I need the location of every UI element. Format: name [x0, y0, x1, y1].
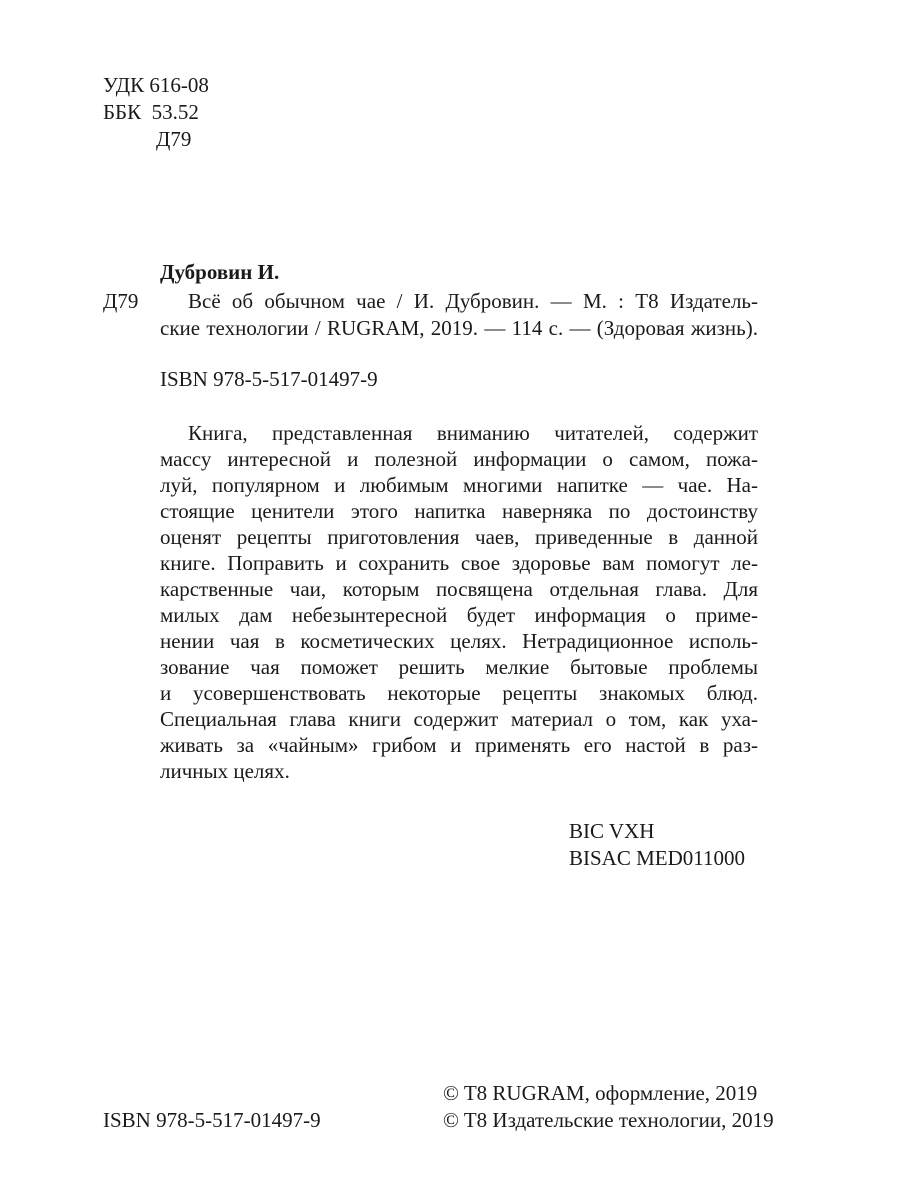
annotation-line: книге. Поправить и сохранить свое здоровье вам помогут ле-	[160, 551, 758, 575]
isbn-entry: ISBN 978-5-517-01497-9	[160, 367, 378, 391]
annotation-paragraph	[160, 420, 758, 784]
copyright-design: © T8 RUGRAM, оформление, 2019	[443, 1081, 758, 1105]
annotation-line: живать за «чайным» грибом и применять его настой в раз-	[160, 733, 758, 757]
udk-code: УДК 616-08	[103, 73, 209, 97]
annotation-line: милых дам небезынтересной будет информация о приме-	[160, 603, 758, 627]
annotation-line: Специальная глава книги содержит материал о том, как уха-	[160, 707, 758, 731]
author-heading: Дубровин И.	[160, 260, 280, 284]
annotation-line: Книга, представленная вниманию читателей, содержит	[188, 421, 758, 445]
annotation-line: зование чая поможет решить мелкие бытовые проблемы	[160, 655, 758, 679]
annotation-line: оценят рецепты приготовления чаев, приведенные в данной	[160, 525, 758, 549]
annotation-line: нении чая в косметических целях. Нетрадиционное исполь-	[160, 629, 758, 653]
bbk-code: ББК 53.52	[103, 100, 199, 124]
bic-code: BIC VXH	[569, 819, 655, 843]
annotation-line: стоящие ценители этого напитка наверняка по достоинству	[160, 499, 758, 523]
footer-isbn: ISBN 978-5-517-01497-9	[103, 1108, 321, 1132]
annotation-line: карственные чаи, которым посвящена отдельная глава. Для	[160, 577, 758, 601]
bibliographic-entry-line-2: ские технологии / RUGRAM, 2019. — 114 с. — (Здоровая жизнь).	[160, 316, 758, 340]
annotation-line: луй, популярном и любимым многими напитке — чае. На-	[160, 473, 758, 497]
annotation-line: массу интересной и полезной информации о самом, пожа-	[160, 447, 758, 471]
bibliographic-mark: Д79	[103, 289, 139, 313]
author-mark: Д79	[156, 127, 192, 151]
annotation-line: и усовершенствовать некоторые рецепты знакомых блюд.	[160, 681, 758, 705]
annotation-line: личных целях.	[160, 759, 290, 783]
bibliographic-entry-line-1: Всё об обычном чае / И. Дубровин. — М. : T8 Издатель-	[188, 289, 758, 313]
bisac-code: BISAC MED011000	[569, 846, 745, 870]
copyright-publisher: © T8 Издательские технологии, 2019	[443, 1108, 774, 1132]
